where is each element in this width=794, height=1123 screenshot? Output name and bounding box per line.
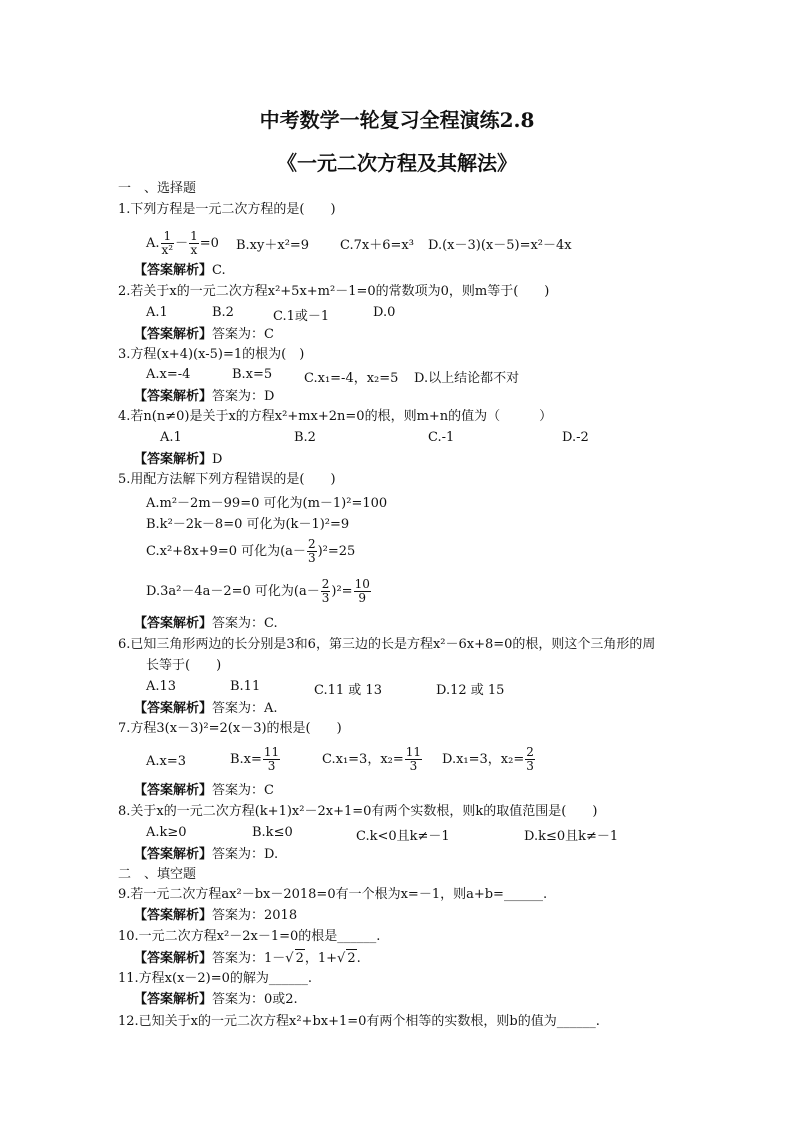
question-8-option-c: C.k<0且k≠－1 — [356, 829, 450, 844]
question-2-option-b: B.2 — [212, 305, 234, 320]
question-8-option-d: D.k≤0且k≠－1 — [524, 829, 619, 844]
question-3-option-b: B.x=5 — [232, 367, 273, 382]
question-3-stem: 3.方程(x+4)(x-5)=1的根为( ) — [118, 347, 305, 362]
question-11-answer: 【答案解析】答案为：0或2. — [134, 992, 298, 1007]
question-4-option-b: B.2 — [294, 430, 316, 445]
question-7-option-c: C.x₁=3，x₂= $\frac{11}{3}$ — [322, 745, 422, 773]
question-2-stem: 2.若关于x的一元二次方程x²+5x+m²－1=0的常数项为0，则m等于( ) — [118, 284, 550, 299]
question-10-answer: 【答案解析】答案为：1－√ 2，1+√ 2. — [134, 951, 361, 966]
question-7-answer: 【答案解析】答案为：C — [134, 783, 274, 798]
question-8-option-b: B.k≤0 — [252, 825, 293, 840]
question-6-option-b: B.11 — [230, 679, 261, 694]
question-8-stem: 8.关于x的一元二次方程(k+1)x²－2x+1=0有两个实数根，则k的取值范围是( ) — [118, 804, 598, 819]
question-2-answer: 【答案解析】答案为：C — [134, 327, 274, 342]
question-4-option-a: A.1 — [160, 430, 182, 445]
document-title: 中考数学一轮复习全程演练2.8 — [259, 108, 535, 132]
question-5-stem: 5.用配方法解下列方程错误的是( ) — [118, 472, 336, 487]
question-3-option-c: C.x₁=-4，x₂=5 — [304, 371, 399, 386]
question-11-stem: 11.方程x(x－2)=0的解为______. — [118, 971, 313, 986]
question-1-answer: 【答案解析】C. — [134, 263, 226, 278]
question-1-option-b: B.xy＋x²=9 — [236, 238, 310, 253]
question-5-option-c: C.x²+8x+9=0 可化为(a－ $\frac{2}{3}$ )²=25 — [146, 537, 356, 565]
question-7-stem: 7.方程3(x－3)²=2(x－3)的根是( ) — [118, 721, 342, 736]
section-fill-heading: 二 、填空题 — [118, 867, 197, 882]
question-2-option-c: C.1或－1 — [273, 309, 330, 324]
question-6-answer: 【答案解析】答案为：A. — [134, 701, 278, 716]
question-5-option-d: D.3a²－4a－2=0 可化为(a－ $\frac{2}{3}$ )²= $\frac{10}{9}$ — [146, 577, 370, 605]
question-1-option-a: A. $\frac{1}{\text{x²}}$ － $\frac{1}{x}$ =0 — [146, 229, 219, 257]
question-9-stem: 9.若一元二次方程ax²－bx－2018=0有一个根为x=－1，则a+b=______. — [118, 887, 548, 902]
question-6-stem: 6.已知三角形两边的长分别是3和6，第三边的长是方程x²－6x+8=0的根，则这个三角形的周 — [118, 637, 656, 652]
question-4-answer: 【答案解析】D — [134, 452, 223, 467]
question-8-option-a: A.k≥0 — [146, 825, 187, 840]
question-4-stem: 4.若n(n≠0)是关于x的方程x²+mx+2n=0的根，则m+n的值为（ ） — [118, 409, 553, 424]
question-2-option-a: A.1 — [146, 305, 168, 320]
question-6-option-a: A.13 — [146, 679, 177, 694]
question-4-option-c: C.-1 — [428, 430, 455, 445]
question-3-option-a: A.x=-4 — [146, 367, 191, 382]
question-3-answer: 【答案解析】答案为：D — [134, 389, 275, 404]
document-subtitle: 《一元二次方程及其解法》 — [277, 151, 517, 175]
question-1-option-c: C.7x＋6=x³ — [340, 238, 414, 253]
question-4-option-d: D.-2 — [562, 430, 589, 445]
question-2-option-d: D.0 — [373, 305, 396, 320]
question-10-stem: 10.一元二次方程x²－2x－1=0的根是______. — [118, 929, 381, 944]
question-1-option-d: D.(x－3)(x－5)=x²－4x — [428, 238, 572, 253]
question-12-stem: 12.已知关于x的一元二次方程x²+bx+1=0有两个相等的实数根，则b的值为______. — [118, 1014, 600, 1029]
question-5-option-a: A.m²－2m－99=0 可化为(m－1)²=100 — [146, 496, 388, 511]
question-6-stem-continued: 长等于( ) — [146, 658, 222, 673]
question-7-option-d: D.x₁=3，x₂= $\frac{2}{3}$ — [442, 745, 534, 773]
question-5-option-b: B.k²－2k－8=0 可化为(k－1)²=9 — [146, 517, 350, 532]
question-7-option-b: B.x= $\frac{11}{3}$ — [230, 745, 280, 773]
question-6-option-d: D.12 或 15 — [436, 683, 505, 698]
question-8-answer: 【答案解析】答案为：D. — [134, 847, 279, 862]
question-3-option-d: D.以上结论都不对 — [414, 371, 520, 386]
question-1-stem: 1.下列方程是一元二次方程的是( ) — [118, 202, 336, 217]
question-6-option-c: C.11 或 13 — [314, 683, 382, 698]
section-choice-heading: 一 、选择题 — [118, 181, 197, 196]
question-7-option-a: A.x=3 — [146, 754, 187, 769]
question-5-answer: 【答案解析】答案为：C. — [134, 616, 278, 631]
question-9-answer: 【答案解析】答案为：2018 — [134, 908, 298, 923]
